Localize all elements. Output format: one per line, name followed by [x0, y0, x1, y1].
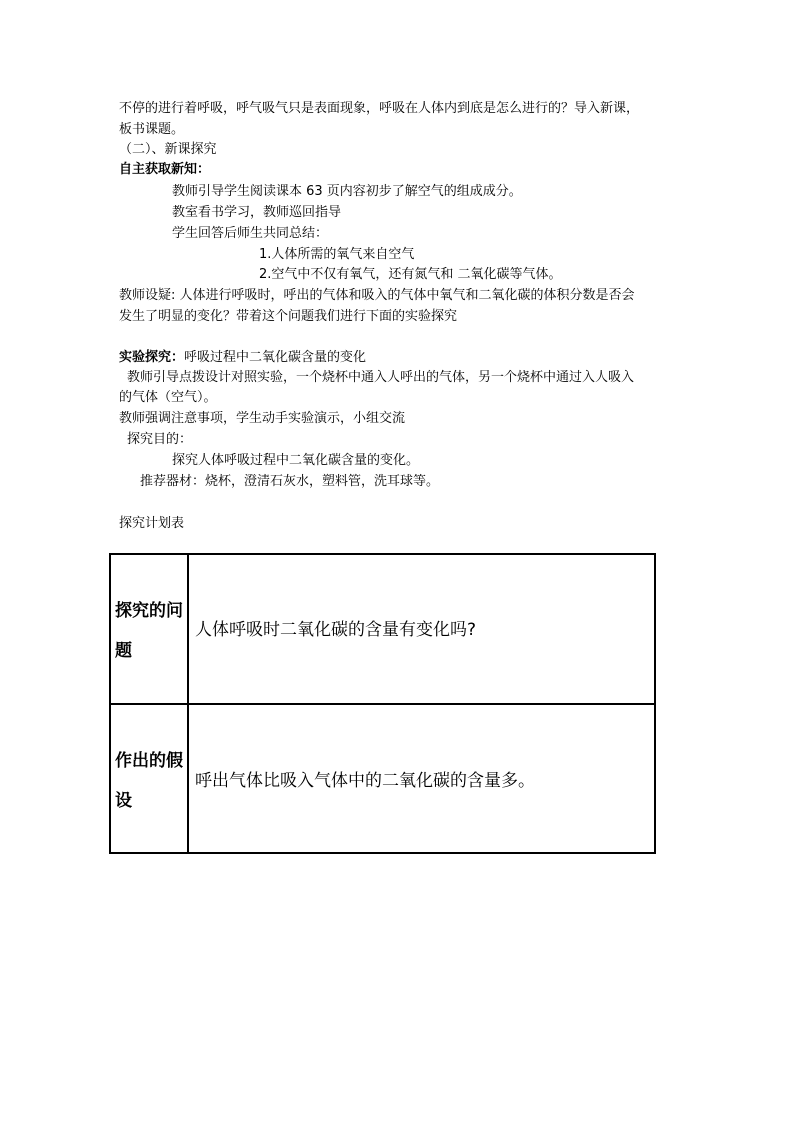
paragraph-line: 板书课题。 — [119, 122, 185, 137]
step-line: 教师引导学生阅读课本 63 页内容初步了解空气的组成成分。 — [172, 184, 522, 199]
table-title: 探究计划表 — [119, 516, 185, 531]
paragraph-line: 教师强调注意事项，学生动手实验演示，小组交流 — [119, 411, 406, 426]
step-line: 学生回答后师生共同总结： — [172, 226, 329, 241]
column-divider — [187, 555, 189, 703]
experiment-title: 呼吸过程中二氧化碳含量的变化 — [184, 350, 367, 365]
row-content: 人体呼吸时二氧化碳的含量有变化吗? — [195, 620, 477, 640]
paragraph-line: 不停的进行着呼吸，呼气吸气只是表面现象，呼吸在人体内到底是怎么进行的？导入新课， — [119, 101, 640, 116]
subsection-heading: 自主获取新知： — [119, 162, 211, 177]
summary-line: 2.空气中不仅有氧气，还有氮气和 二氧化碳等气体。 — [259, 267, 562, 282]
experiment-heading — [119, 348, 366, 368]
paragraph-line: 的气体（空气）。 — [119, 390, 217, 405]
summary-line: 1.人体所需的氧气来自空气 — [259, 247, 415, 262]
paragraph-line: 发生了明显的变化？带着这个问题我们进行下面的实验探究 — [119, 309, 458, 324]
table-row — [111, 705, 654, 852]
purpose-text: 探究人体呼吸过程中二氧化碳含量的变化。 — [172, 453, 420, 468]
step-line: 教室看书学习，教师巡回指导 — [172, 205, 342, 220]
paragraph-line: 教师引导点拨设计对照实验，一个烧杯中通入人呼出的气体，另一个烧杯中通过入人吸入 — [127, 370, 635, 385]
row-content: 呼出气体比吸入气体中的二氧化碳的含量多。 — [195, 771, 535, 791]
table-row — [111, 555, 654, 705]
plan-table — [109, 553, 656, 854]
column-divider — [187, 705, 189, 852]
experiment-label: 实验探究： — [119, 350, 185, 365]
row-header: 探究的问题 — [115, 601, 183, 661]
paragraph-line: 教师设疑: 人体进行呼吸时，呼出的气体和吸入的气体中氧气和二氧化碳的体积分数是否会 — [119, 288, 635, 303]
row-header: 作出的假设 — [115, 751, 183, 811]
equipment-line: 推荐器材：烧杯，澄清石灰水，塑料管，洗耳球等。 — [140, 474, 440, 489]
section-heading: （二）、新课探究 — [119, 142, 217, 157]
purpose-label: 探究目的： — [127, 432, 193, 447]
